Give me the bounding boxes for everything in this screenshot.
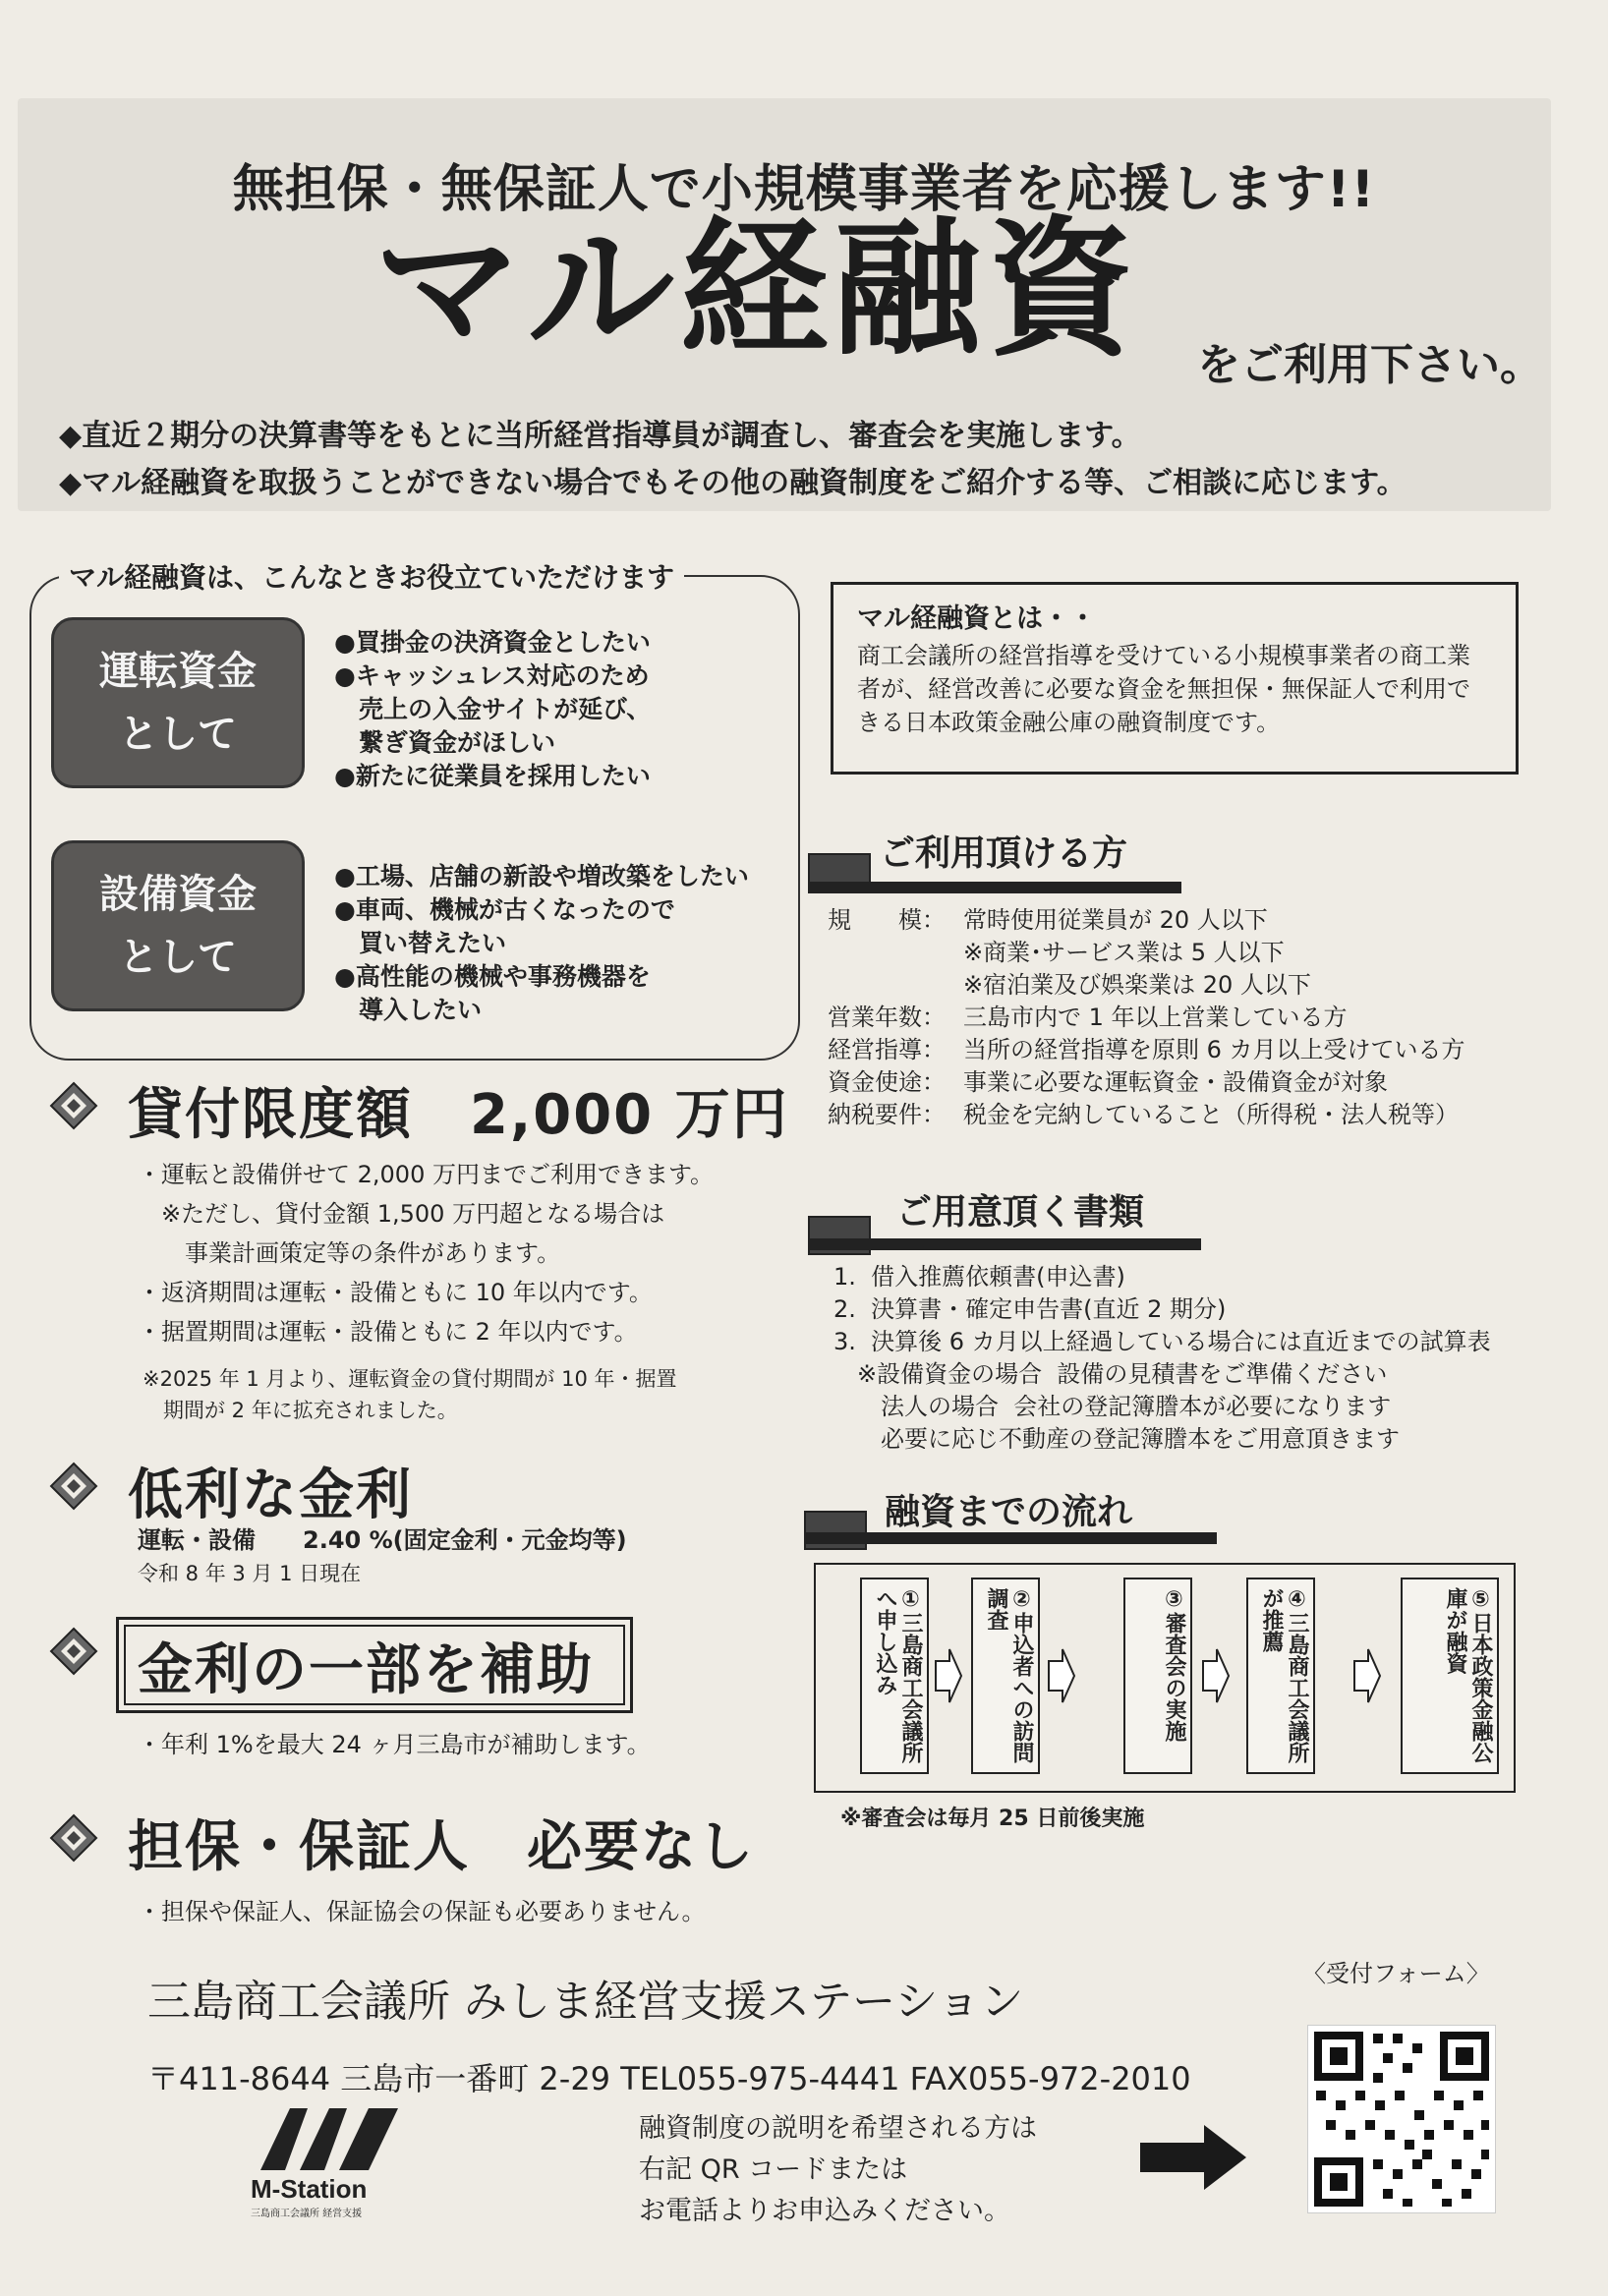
arrow-right-icon xyxy=(1047,1646,1076,1705)
qr-code[interactable] xyxy=(1307,2025,1496,2213)
list-item: ・運転と設備併せて 2,000 万円までご利用できます。 xyxy=(138,1161,715,1188)
note-line: ※2025 年 1 月より、運転資金の貸付期間が 10 年・据置 xyxy=(143,1367,677,1391)
list-item: ●買掛金の決済資金としたい xyxy=(334,628,651,657)
about-box xyxy=(831,582,1519,775)
contact-message xyxy=(639,2108,1037,2232)
list-item: 買い替えたい xyxy=(334,929,507,957)
eligibility-row xyxy=(828,969,1465,1002)
flow-step-2: ②申込者への訪問調査 xyxy=(971,1578,1040,1774)
equipment-capital-label: 設備資金 xyxy=(99,872,257,917)
eligibility-label: 資金使途： xyxy=(828,1068,946,1096)
eligibility-row xyxy=(828,1002,1465,1034)
list-item: ※ただし、貸付金額 1,500 万円超となる場合は xyxy=(138,1200,665,1228)
equipment-capital-list xyxy=(334,860,749,1027)
arrow-right-icon xyxy=(1352,1646,1382,1705)
list-item: ●新たに従業員を採用したい xyxy=(334,762,651,790)
eligibility-row xyxy=(828,904,1465,937)
flow-step-4: ④三島商工会議所が推薦 xyxy=(1246,1578,1315,1774)
working-capital-label: 運転資金 xyxy=(99,649,257,694)
working-capital-list xyxy=(334,626,651,793)
logo-mark-icon xyxy=(251,2103,408,2172)
flow-note: ※審査会は毎月 25 日前後実施 xyxy=(840,1807,1145,1831)
section-marker xyxy=(804,1511,867,1550)
logo-text: M-Station xyxy=(251,2174,368,2204)
section-rule xyxy=(808,1238,1201,1250)
limit-details xyxy=(138,1155,714,1351)
message-line: 右記 QR コードまたは xyxy=(639,2154,908,2185)
eligibility-label xyxy=(828,969,963,1002)
eligibility-row xyxy=(828,1034,1465,1066)
diamond-bullet-icon xyxy=(49,1813,98,1863)
flow-step-5: ⑤日本政策金融公庫が融資 xyxy=(1401,1578,1499,1774)
working-capital-badge xyxy=(51,617,305,788)
about-title: マル経融資とは・・ xyxy=(857,603,1096,634)
list-item: 1. 借入推薦依頼書(申込書) xyxy=(833,1263,1125,1291)
rate-value: 運転・設備 2.40 %(固定金利・元金均等) xyxy=(138,1526,627,1554)
header-bullet: ◆マル経融資を取扱うことができない場合でもその他の融資制度をご紹介する等、ご相談に応じます。 xyxy=(59,466,1407,500)
rate-date: 令和 8 年 3 月 1 日現在 xyxy=(138,1562,362,1585)
qr-code-icon xyxy=(1308,2026,1495,2212)
eligibility-label xyxy=(828,937,963,969)
eligibility-value: 税金を完納していること（所得税・法人税等） xyxy=(963,1101,1459,1128)
list-item: ●キャッシュレス対応のため xyxy=(334,661,650,690)
list-item: ・返済期間は運転・設備ともに 10 年以内です。 xyxy=(138,1279,653,1306)
uses-heading: マル経融資は、こんなときお役立ていただけます xyxy=(59,556,684,596)
diamond-bullet-icon xyxy=(49,1081,98,1130)
header-tagline: 無担保・無保証人で小規模事業者を応援します!! xyxy=(232,160,1376,219)
eligibility-label: 納税要件： xyxy=(828,1101,946,1128)
eligibility-list xyxy=(828,904,1465,1131)
subsidy-detail: ・年利 1%を最大 24 ヶ月三島市が補助します。 xyxy=(138,1731,651,1758)
documents-heading: ご用意頂く書類 xyxy=(896,1192,1145,1233)
message-line: 融資制度の説明を希望される方は xyxy=(639,2113,1037,2144)
list-item: ●工場、店舗の新設や増改築をしたい xyxy=(334,862,749,890)
flow-step-1: ①三島商工会議所へ申し込み xyxy=(860,1578,929,1774)
list-item: ●車両、機械が古くなったので xyxy=(334,895,675,924)
equipment-capital-label-sub: として xyxy=(119,935,237,980)
list-item: 事業計画策定等の条件があります。 xyxy=(138,1239,561,1267)
list-item: 必要に応じ不動産の登記簿謄本をご用意頂きます xyxy=(833,1425,1400,1453)
eligibility-row xyxy=(828,1066,1465,1099)
eligibility-label: 営業年数： xyxy=(828,1004,946,1031)
diamond-bullet-icon xyxy=(49,1462,98,1511)
organization-name: 三島商工会議所 みしま経営支援ステーション xyxy=(147,1977,1024,2027)
list-item: 3. 決算後 6 カ月以上経過している場合には直近までの試算表 xyxy=(833,1328,1491,1355)
eligibility-value: ※宿泊業及び娯楽業は 20 人以下 xyxy=(963,971,1311,999)
m-station-logo xyxy=(251,2103,408,2219)
collateral-detail: ・担保や保証人、保証協会の保証も必要ありません。 xyxy=(138,1898,706,1925)
list-item: 2. 決算書・確定申告書(直近 2 期分) xyxy=(833,1295,1227,1323)
arrow-right-icon xyxy=(1140,2123,1248,2192)
flow-heading: 融資までの流れ xyxy=(885,1492,1133,1532)
note-line: 期間が 2 年に拡充されました。 xyxy=(143,1399,458,1422)
working-capital-label-sub: として xyxy=(119,712,237,757)
list-item: ※設備資金の場合 設備の見積書をご準備ください xyxy=(833,1360,1388,1388)
section-rule xyxy=(808,882,1181,893)
about-body: 商工会議所の経営指導を受けている小規模事業者の商工業者が、経営改善に必要な資金を無担保・無保証人で利用できる日本政策金融公庫の融資制度です。 xyxy=(857,642,1470,736)
eligibility-value: 事業に必要な運転資金・設備資金が対象 xyxy=(963,1068,1388,1096)
eligibility-heading: ご利用頂ける方 xyxy=(880,833,1128,874)
eligibility-row xyxy=(828,937,1465,969)
diamond-bullet-icon xyxy=(49,1627,98,1676)
list-item: 繋ぎ資金がほしい xyxy=(334,728,556,757)
list-item: 導入したい xyxy=(334,996,483,1024)
rate-heading: 低利な金利 xyxy=(128,1464,413,1527)
title-suffix: をご利用下さい。 xyxy=(1197,340,1543,390)
eligibility-label: 経営指導： xyxy=(828,1036,946,1063)
list-item: ●高性能の機械や事務機器を xyxy=(334,962,651,991)
documents-list xyxy=(833,1261,1491,1456)
arrow-right-icon xyxy=(934,1646,963,1705)
eligibility-value: 当所の経営指導を原則 6 カ月以上受けている方 xyxy=(963,1036,1465,1063)
section-rule xyxy=(804,1532,1217,1544)
eligibility-label: 規 模： xyxy=(828,906,946,934)
collateral-heading: 担保・保証人 必要なし xyxy=(128,1815,755,1879)
list-item: 法人の場合 会社の登記簿謄本が必要になります xyxy=(833,1393,1392,1420)
subsidy-heading: 金利の一部を補助 xyxy=(138,1638,594,1702)
eligibility-row xyxy=(828,1099,1465,1131)
arrow-right-icon xyxy=(1201,1646,1231,1705)
eligibility-value: ※商業･サービス業は 5 人以下 xyxy=(963,939,1285,966)
list-item: ・据置期間は運転・設備ともに 2 年以内です。 xyxy=(138,1318,638,1346)
form-label: 〈受付フォーム〉 xyxy=(1302,1960,1490,1987)
limit-note xyxy=(143,1363,677,1426)
contact-address: 〒411-8644 三島市一番町 2-29 TEL055-975-4441 FAX055-972-2010 xyxy=(147,2060,1191,2097)
eligibility-value: 三島市内で 1 年以上営業している方 xyxy=(963,1004,1348,1031)
message-line: お電話よりお申込みください。 xyxy=(639,2196,1010,2226)
header-bullet: ◆直近２期分の決算書等をもとに当所経営指導員が調査し、審査会を実施します。 xyxy=(59,419,1141,453)
limit-heading: 貸付限度額 2,000 万円 xyxy=(128,1083,789,1147)
equipment-capital-badge xyxy=(51,840,305,1011)
logo-subtext: 三島商工会議所 経営支援 xyxy=(251,2209,363,2219)
list-item: 売上の入金サイトが延び、 xyxy=(334,695,652,723)
eligibility-value: 常時使用従業員が 20 人以下 xyxy=(963,906,1268,934)
page-title: マル経融資 xyxy=(373,204,1141,375)
flow-step-3: ③審査会の実施 xyxy=(1123,1578,1192,1774)
